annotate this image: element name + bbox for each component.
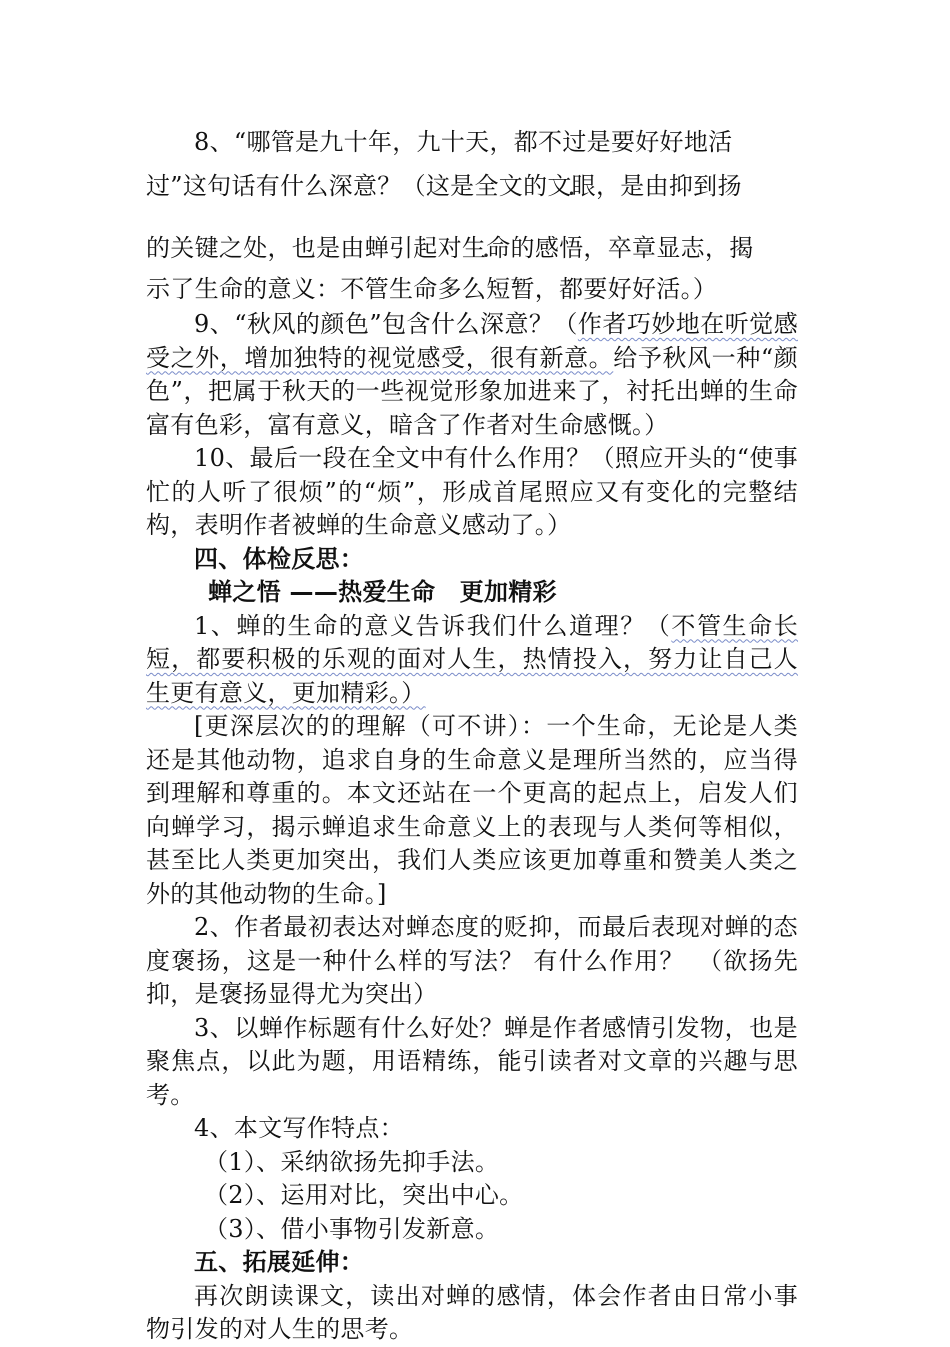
section-4-item-2: 2、作者最初表达对蝉态度的贬抑，而最后表现对蝉的态度褒扬，这是一种什么样的写法？ 有什么作用？ （欲扬先抑，是褒扬显得尤为突出）: [146, 913, 798, 1008]
section-4-item-4: 4、本文写作特点：: [194, 1114, 404, 1142]
question-8-text: ，是由抑到扬: [595, 172, 742, 200]
item-1-answer-highlight: 不管生命长短，都要积极的乐观的面对人生，热情投入，努力让自己人生更有意义，更加精彩。）: [146, 611, 799, 707]
question-8: [146, 120, 798, 308]
feature-3: （3）、借小事物引发新意。: [204, 1214, 500, 1243]
deeper-understanding: [更深层次的的理解（可不讲）：一个生命，无论是人类还是其他动物，追求自身的生命意义是理所当然的，应当得到理解和尊重的。本文还站在一个更高的起点上，启发人们向蝉学习，揭示蝉追求生命意义上的表现与人类何等相似，甚至比人类更加突出，我们人类应该更加尊重和赞美人类之外的其他动物的生命。]: [146, 712, 798, 908]
question-9: [146, 308, 798, 442]
feature-1: （1）、采纳欲扬先抑手法。: [204, 1147, 500, 1176]
question-9-prefix: 9、“秋风的颜色”包含什么深意？（: [194, 310, 578, 338]
question-8-line-1: 8、“哪管是九十年，九十天，都不过是要好好地活: [194, 128, 733, 156]
question-9-answer: 给予秋风一种“颜色”，把属于秋天的一些视觉形象加进来了，衬托出蝉的生命富有色彩，富有意义，暗含了作者对生命感慨。）: [146, 343, 799, 439]
section-4-item-3: 3、以蝉作标题有什么好处？蝉是作者感情引发物，也是聚焦点，以此为题，用语精练，能引读者对文章的兴趣与思考。: [146, 1013, 798, 1109]
section-4-heading: 四、体检反思：: [194, 544, 365, 573]
question-9-answer-highlight: 作者巧妙地在听觉感受之外，增加独特的视觉感受，很有新意。: [146, 310, 798, 372]
section-4-title: 蝉之悟 ——热爱生命 更加精彩: [208, 578, 557, 606]
question-8-text: 的感悟，卒章显志，揭: [510, 234, 754, 262]
emphasis-dotted-text: 文眼: [547, 172, 596, 200]
question-8-text: 过”这句话有什么深意？（这是全文的: [146, 172, 548, 200]
question-10: 10、最后一段在全文中有什么作用？（照应开头的“使事忙的人听了很烦”的“烦”，形成首尾照应又有变化的完整结构，表明作者被蝉的生命意义感动了。）: [146, 444, 798, 539]
section-4-item-1: [146, 610, 798, 711]
feature-2: （2）、运用对比，突出中心。: [204, 1181, 524, 1209]
question-8-line-2: [146, 164, 798, 208]
emphasis-dotted-text: 生命: [461, 234, 511, 262]
question-8-text: 的关键之处，也是由蝉引起对: [146, 234, 462, 262]
question-8-line-3: [146, 226, 798, 270]
document-body: [146, 120, 798, 1347]
item-1-prefix: 1、蝉的生命的意义告诉我们什么道理？（: [194, 611, 672, 640]
section-5-heading: 五、拓展延伸：: [194, 1248, 365, 1276]
spacer: [146, 208, 798, 226]
question-8-line-4: 示了生命的意义：不管生命多么短暂，都要好好活。）: [146, 275, 718, 303]
section-5-body: 再次朗读课文，读出对蝉的感情，体会作者由日常小事物引发的对人生的思考。: [146, 1281, 798, 1343]
